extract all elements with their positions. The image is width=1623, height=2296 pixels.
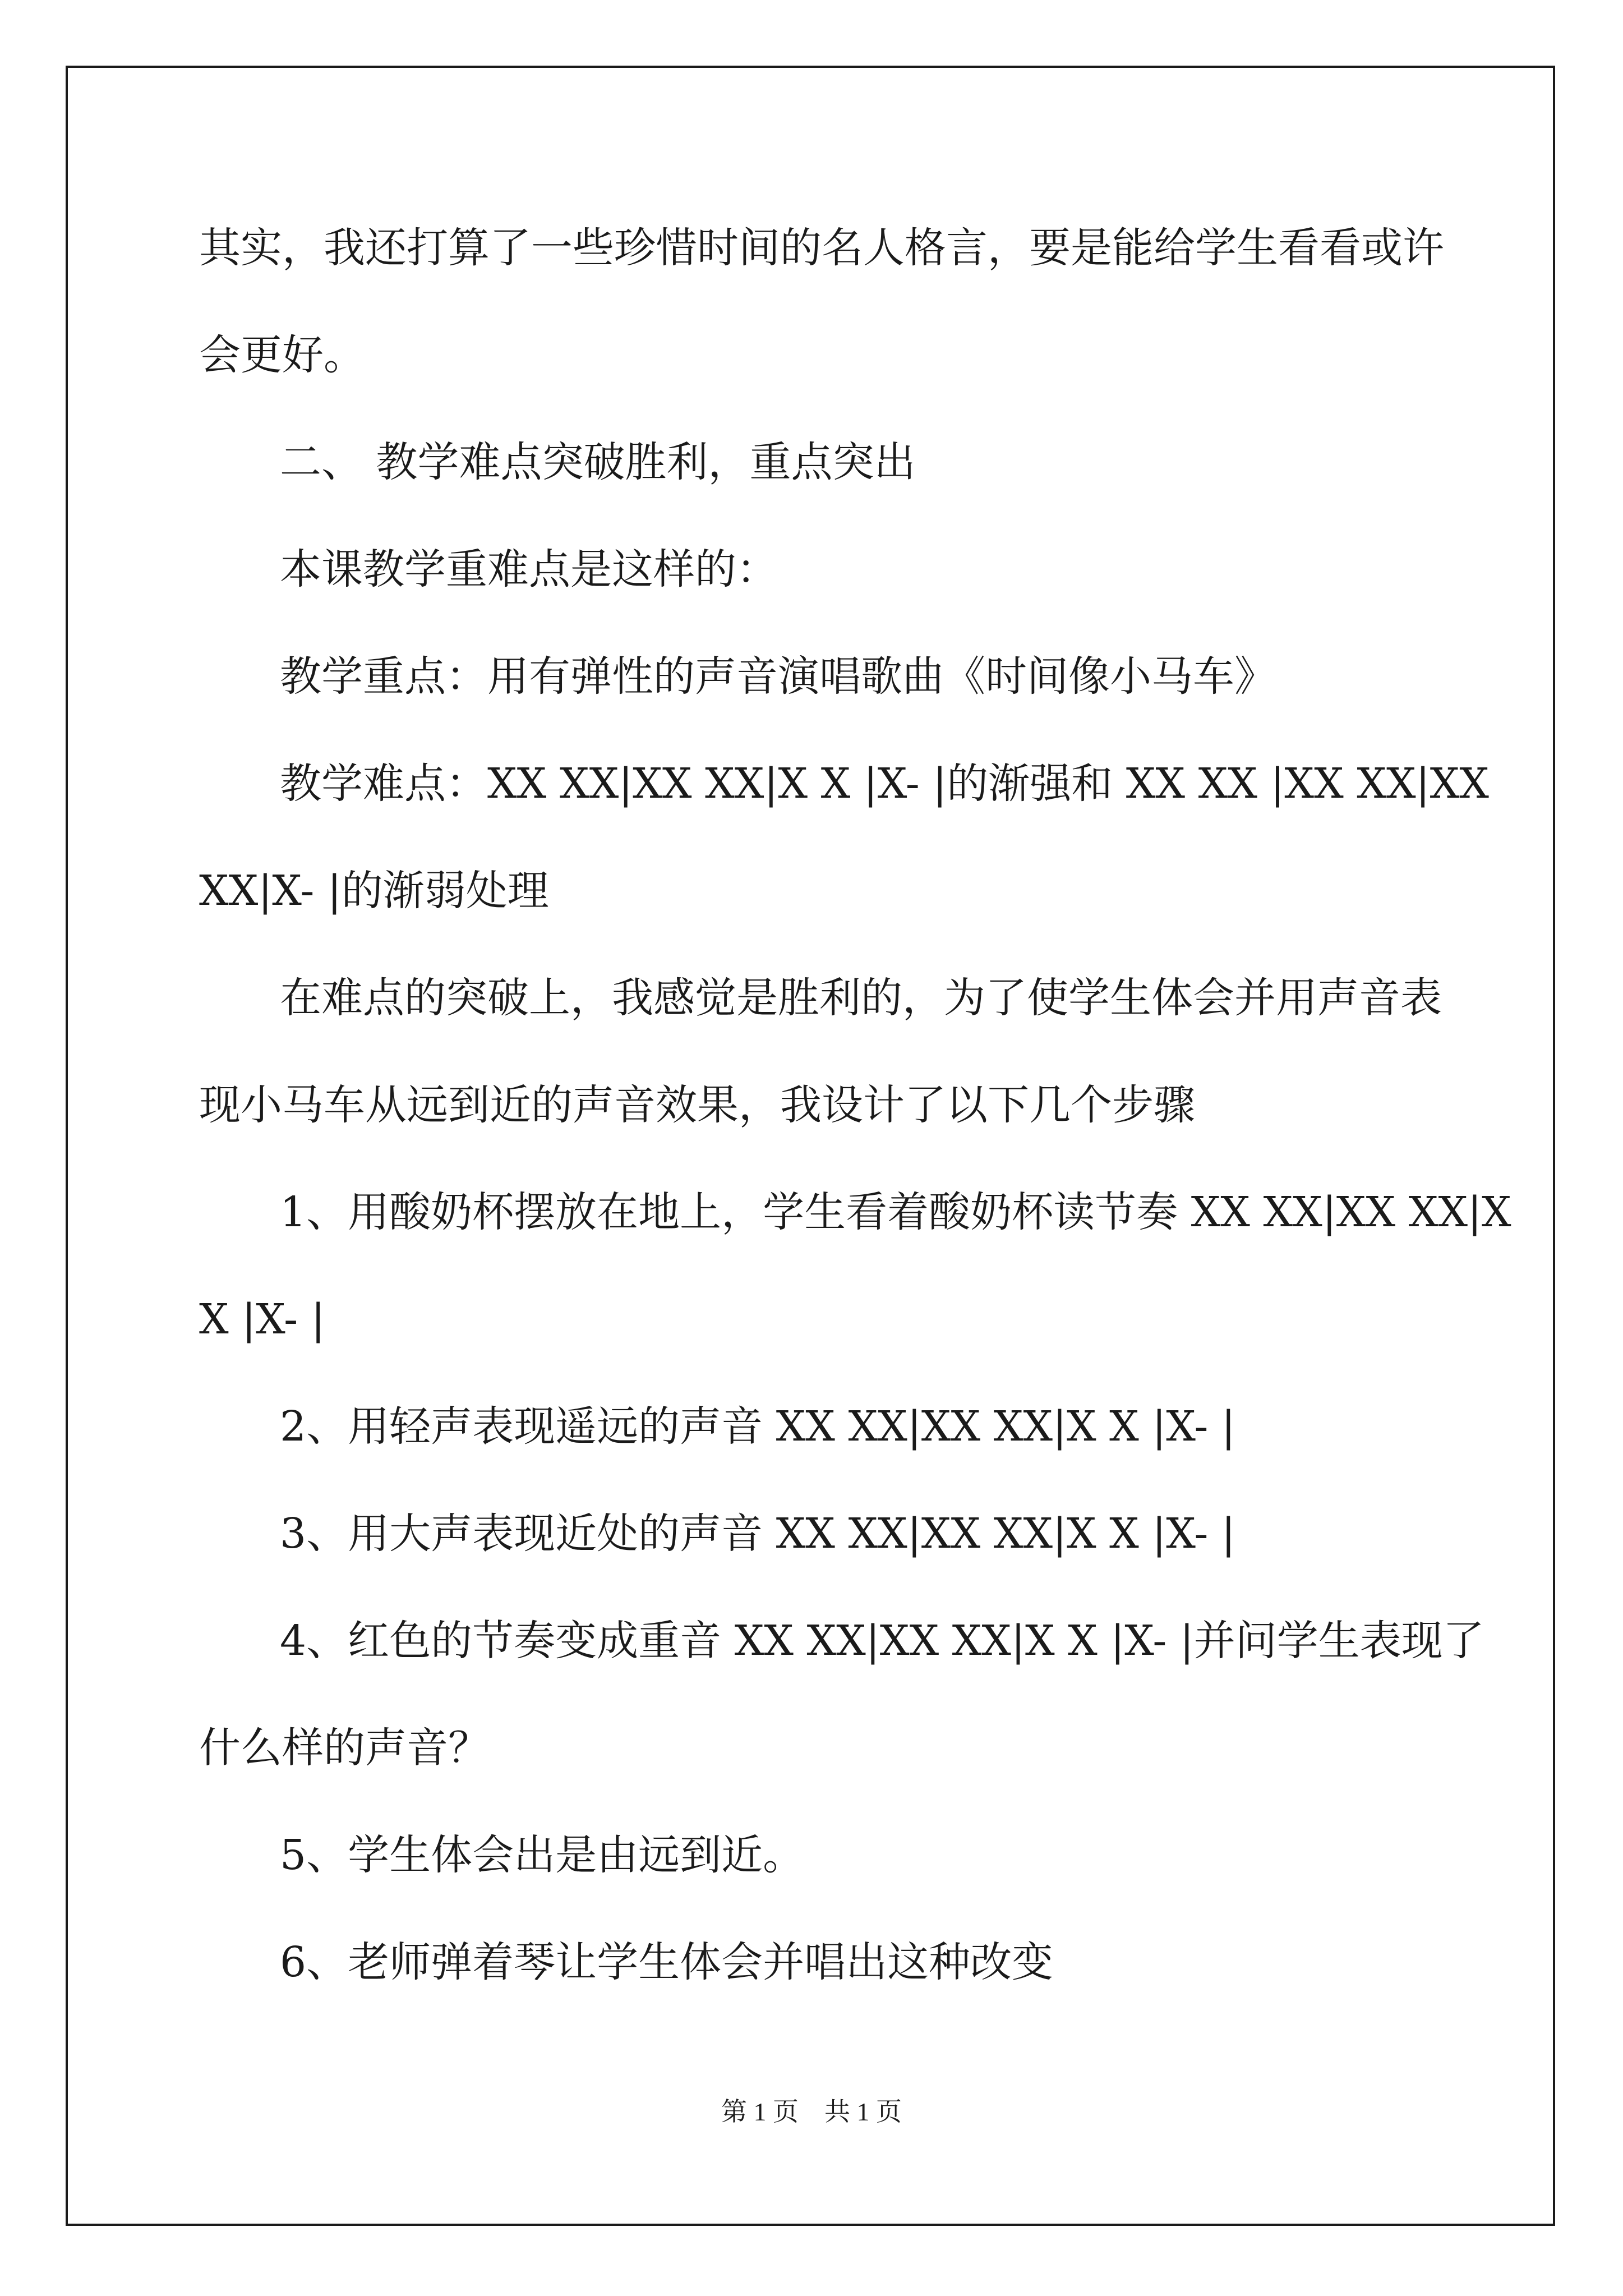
p6-line2: 现小马车从远到近的声音效果，我设计了以下几个步骤 [199, 1081, 1195, 1129]
p5-line2: XX|X- |的渐弱处理 [199, 867, 549, 915]
step-4-line1: 4、红色的节奏变成重音 XX XX|XX XX|X X |X- |并问学生表现了 [280, 1617, 1484, 1665]
step-6: 6、老师弹着琴让学生体会并唱出这种改变 [280, 1938, 1054, 1986]
step-1-line2: X |X- | [199, 1295, 325, 1343]
p1-line1: 其实，我还打算了一些珍惜时间的名人格言，要是能给学生看看或许 [199, 224, 1444, 272]
step-5: 5、学生体会出是由远到近。 [280, 1831, 805, 1879]
page-border [66, 66, 1555, 2226]
step-2: 2、用轻声表现遥远的声音 XX XX|XX XX|X X |X- | [280, 1402, 1235, 1451]
p1-line2: 会更好。 [199, 331, 365, 379]
page-total: 共 1 页 [824, 2097, 902, 2126]
step-1-line1: 1、用酸奶杯摆放在地上，学生看着酸奶杯读节奏 XX XX|XX XX|X [280, 1188, 1511, 1236]
page-footer [0, 2091, 1623, 2128]
p6-line1: 在难点的突破上，我感觉是胜利的，为了使学生体会并用声音表 [280, 974, 1442, 1022]
p5-line1: 教学难点：XX XX|XX XX|X X |X- |的渐强和 XX XX |XX XX|XX [280, 760, 1489, 808]
p3-line1: 本课教学重难点是这样的： [280, 545, 778, 593]
step-4-line2: 什么样的声音？ [199, 1724, 490, 1772]
page-number: 第 1 页 [721, 2097, 799, 2126]
section-heading: 二、 教学难点突破胜利，重点突出 [280, 438, 916, 486]
step-3: 3、用大声表现近处的声音 XX XX|XX XX|X X |X- | [280, 1510, 1235, 1558]
p4-line1: 教学重点：用有弹性的声音演唱歌曲《时间像小马车》 [280, 652, 1276, 701]
